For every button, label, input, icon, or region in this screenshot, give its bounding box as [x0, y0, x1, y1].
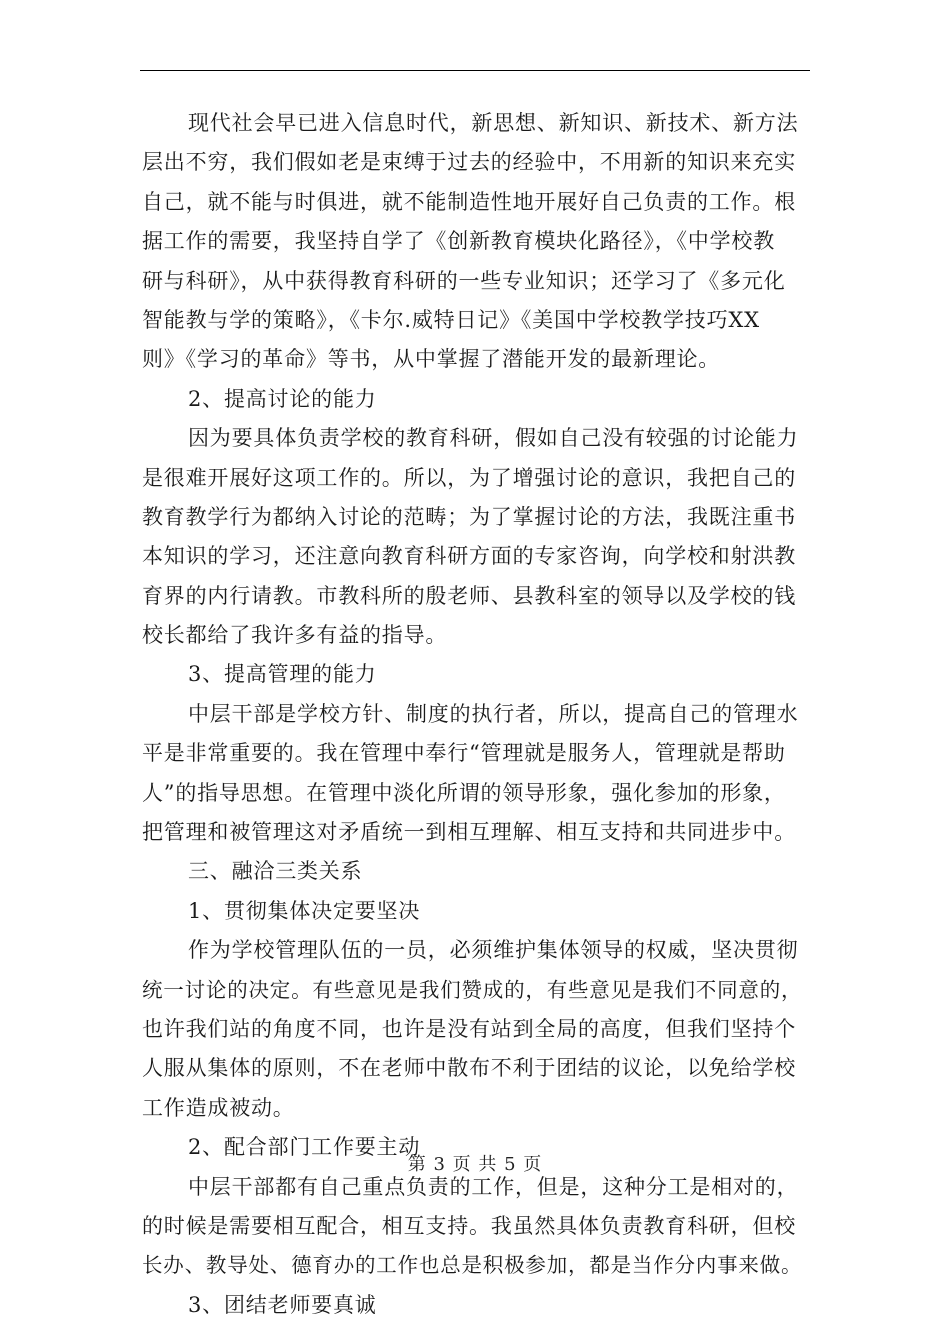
text-line: 人服从集体的原则，不在老师中散布不利于团结的议论，以免给学校: [142, 1056, 796, 1081]
text-line: 人”的指导思想。在管理中淡化所谓的领导形象，强化参加的形象，: [142, 780, 786, 805]
text-line: 是很难开展好这项工作的。所以，为了增强讨论的意识，我把自己的: [142, 465, 796, 490]
text-line: 平是非常重要的。我在管理中奉行“管理就是服务人，管理就是帮助: [142, 741, 786, 766]
text-line: 3、团结老师要真诚: [188, 1292, 377, 1317]
text-line: 把管理和被管理这对矛盾统一到相互理解、相互支持和共同进步中。: [142, 820, 796, 845]
text-line: 统一讨论的决定。有些意见是我们赞成的，有些意见是我们不同意的，: [142, 977, 803, 1002]
text-line: 研与科研》，从中获得教育科研的一些专业知识；还学习了《多元化: [142, 268, 786, 293]
text-line: 教育教学行为都纳入讨论的范畴；为了掌握讨论的方法，我既注重书: [142, 504, 796, 529]
text-line: 校长都给了我许多有益的指导。: [142, 623, 448, 648]
text-line: 三、融洽三类关系: [188, 859, 363, 884]
text-line: 1、贯彻集体决定要坚决: [188, 898, 421, 923]
header-rule: [140, 70, 810, 71]
text-line: 2、提高讨论的能力: [188, 386, 377, 411]
text-line: 也许我们站的角度不同，也许是没有站到全局的高度，但我们坚持个: [142, 1016, 796, 1041]
text-line: 层出不穷，我们假如老是束缚于过去的经验中，不用新的知识来充实: [142, 150, 796, 175]
text-line: 据工作的需要，我坚持自学了《创新教育模块化路径》，《中学校教: [142, 229, 775, 254]
text-line: 2、配合部门工作要主动: [188, 1135, 421, 1160]
text-line: 3、提高管理的能力: [188, 662, 377, 687]
text-line: 中层干部都有自己重点负责的工作，但是，这种分工是相对的，: [188, 1174, 799, 1199]
text-line: 工作造成被动。: [142, 1095, 295, 1120]
text-line: 智能教与学的策略》，《卡尔.威特日记》《美国中学校教学技巧XX: [142, 307, 760, 332]
text-line: 育界的内行请教。市教科所的殷老师、县教科室的领导以及学校的钱: [142, 583, 796, 608]
body-text: [142, 104, 810, 1325]
page-number-footer: 第 3 页 共 5 页: [407, 1154, 543, 1175]
text-line: 作为学校管理队伍的一员，必须维护集体领导的权威，坚决贯彻: [188, 938, 799, 963]
text-line: 本知识的学习，还注意向教育科研方面的专家咨询，向学校和射洪教: [142, 544, 796, 569]
text-line: 因为要具体负责学校的教育科研，假如自己没有较强的讨论能力: [188, 426, 799, 451]
text-line: 自己，就不能与时俱进，就不能制造性地开展好自己负责的工作。根: [142, 189, 796, 214]
text-line: 的时候是需要相互配合，相互支持。我虽然具体负责教育科研，但校: [142, 1213, 796, 1238]
text-line: 现代社会早已进入信息时代，新思想、新知识、新技术、新方法: [188, 111, 799, 135]
text-line: 长办、教导处、德育办的工作也总是积极参加，都是当作分内事来做。: [142, 1253, 803, 1278]
text-line: 则》《学习的革命》等书，从中掌握了潜能开发的最新理论。: [142, 347, 721, 372]
text-line: 中层干部是学校方针、制度的执行者，所以，提高自己的管理水: [188, 701, 799, 726]
